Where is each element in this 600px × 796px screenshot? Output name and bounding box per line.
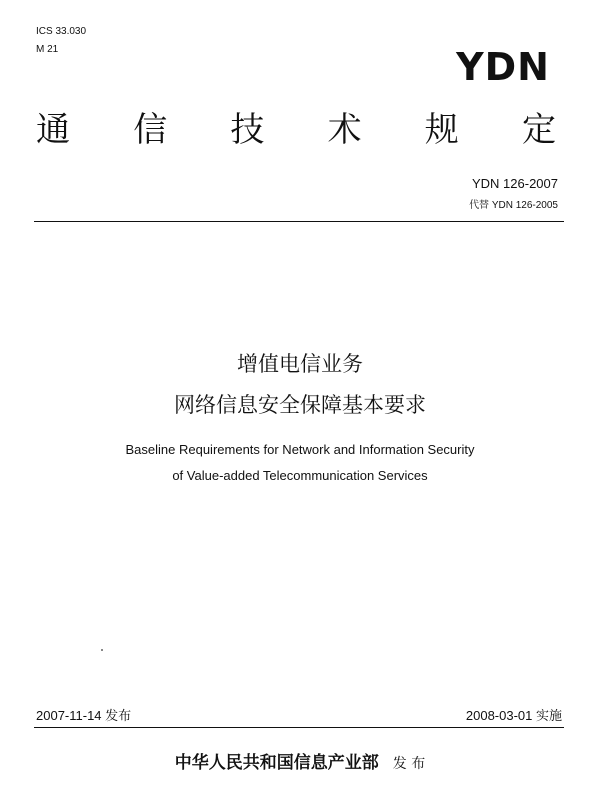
doc-type-char: 技: [230, 110, 265, 150]
scan-speck: [101, 649, 103, 651]
ics-code: ICS 33.030: [36, 26, 87, 37]
publisher-name: 中华人民共和国信息产业部: [174, 753, 379, 773]
brand-logo-ydn: YDN: [456, 45, 550, 89]
issue-date: 2007-11-14 发布: [36, 708, 132, 723]
doc-type-char: 定: [521, 110, 556, 150]
implementation-date: 2008-03-01 实施: [465, 708, 562, 723]
publisher-line: [0, 752, 600, 775]
doc-type-char: 通: [36, 110, 70, 150]
document-type-heading: [36, 110, 556, 150]
title-english-line-2: of Value-added Telecommunication Services: [172, 468, 428, 483]
publisher-suffix: 发 布: [392, 756, 426, 772]
bottom-divider: [34, 727, 564, 728]
doc-type-char: 术: [327, 110, 362, 150]
title-chinese-line-1: 增值电信业务: [237, 352, 363, 376]
doc-type-char: 信: [133, 110, 168, 150]
top-divider: [34, 221, 564, 222]
doc-type-char: 规: [424, 110, 459, 150]
classification-code: M 21: [36, 44, 59, 55]
standard-number: YDN 126-2007: [472, 176, 558, 191]
title-chinese-line-2: 网络信息安全保障基本要求: [174, 393, 426, 417]
supersedes-note: 代替 YDN 126-2005: [469, 200, 558, 211]
title-english-line-1: Baseline Requirements for Network and Information Security: [125, 442, 475, 457]
